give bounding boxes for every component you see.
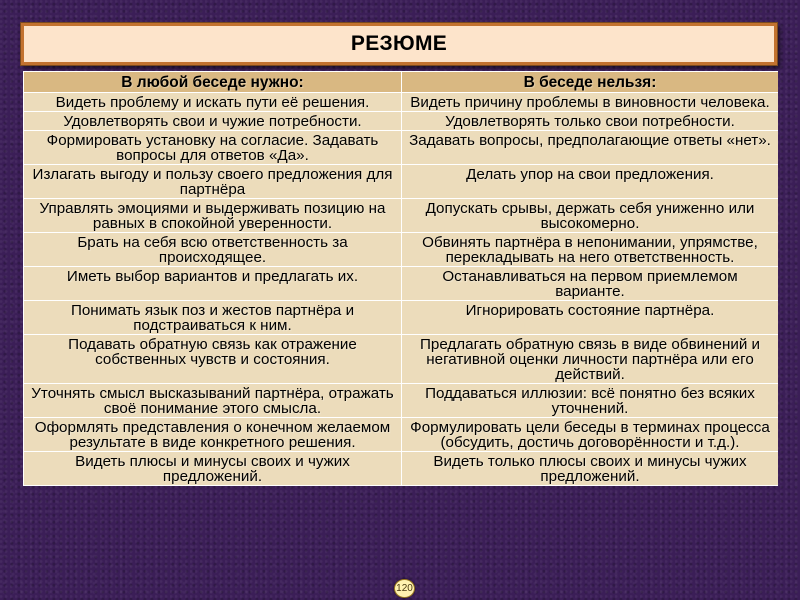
slide-title: РЕЗЮМЕ <box>350 32 448 55</box>
summary-table-container <box>23 71 778 600</box>
cell-must-not: Удовлетворять только свои потребности. <box>402 112 779 131</box>
cell-must: Иметь выбор вариантов и предлагать их. <box>24 267 402 301</box>
cell-must-not: Останавливаться на первом приемлемом варианте. <box>402 267 779 301</box>
table-row <box>24 418 779 452</box>
cell-must: Удовлетворять свои и чужие потребности. <box>24 112 402 131</box>
table-row <box>24 93 779 112</box>
cell-must-not: Видеть только плюсы своих и минусы чужих предложений. <box>402 452 779 486</box>
table-row <box>24 112 779 131</box>
table-row <box>24 199 779 233</box>
cell-must: Излагать выгоду и пользу своего предложения для партнёра <box>24 165 402 199</box>
table-row <box>24 233 779 267</box>
cell-must: Формировать установку на согласие. Задавать вопросы для ответов «Да». <box>24 131 402 165</box>
cell-must: Видеть проблему и искать пути её решения. <box>24 93 402 112</box>
cell-must-not: Задавать вопросы, предполагающие ответы «нет». <box>402 131 779 165</box>
header-must: В любой беседе нужно: <box>24 72 402 93</box>
cell-must: Брать на себя всю ответственность за происходящее. <box>24 233 402 267</box>
table-row <box>24 335 779 384</box>
table-row <box>24 384 779 418</box>
cell-must: Видеть плюсы и минусы своих и чужих предложений. <box>24 452 402 486</box>
summary-table <box>23 71 778 486</box>
table-row <box>24 267 779 301</box>
cell-must: Управлять эмоциями и выдерживать позицию на равных в спокойной уверенности. <box>24 199 402 233</box>
cell-must: Подавать обратную связь как отражение собственных чувств и состояния. <box>24 335 402 384</box>
cell-must-not: Допускать срывы, держать себя униженно или высокомерно. <box>402 199 779 233</box>
page-number-badge: 120 <box>394 579 415 598</box>
cell-must-not: Делать упор на свои предложения. <box>402 165 779 199</box>
slide-title-box <box>21 23 777 65</box>
cell-must-not: Формулировать цели беседы в терминах процесса (обсудить, достичь договорённости и т.д.). <box>402 418 779 452</box>
table-row <box>24 301 779 335</box>
table-row <box>24 452 779 486</box>
cell-must-not: Обвинять партнёра в непонимании, упрямстве, перекладывать на него ответственность. <box>402 233 779 267</box>
table-header-row <box>24 72 779 93</box>
cell-must-not: Видеть причину проблемы в виновности человека. <box>402 93 779 112</box>
cell-must-not: Игнорировать состояние партнёра. <box>402 301 779 335</box>
table-row <box>24 131 779 165</box>
cell-must-not: Предлагать обратную связь в виде обвинений и негативной оценки личности партнёра или его действий. <box>402 335 779 384</box>
cell-must: Уточнять смысл высказываний партнёра, отражать своё понимание этого смысла. <box>24 384 402 418</box>
table-row <box>24 165 779 199</box>
header-must-not: В беседе нельзя: <box>402 72 779 93</box>
cell-must: Оформлять представления о конечном желаемом результате в виде конкретного решения. <box>24 418 402 452</box>
cell-must: Понимать язык поз и жестов партнёра и подстраиваться к ним. <box>24 301 402 335</box>
cell-must-not: Поддаваться иллюзии: всё понятно без всяких уточнений. <box>402 384 779 418</box>
